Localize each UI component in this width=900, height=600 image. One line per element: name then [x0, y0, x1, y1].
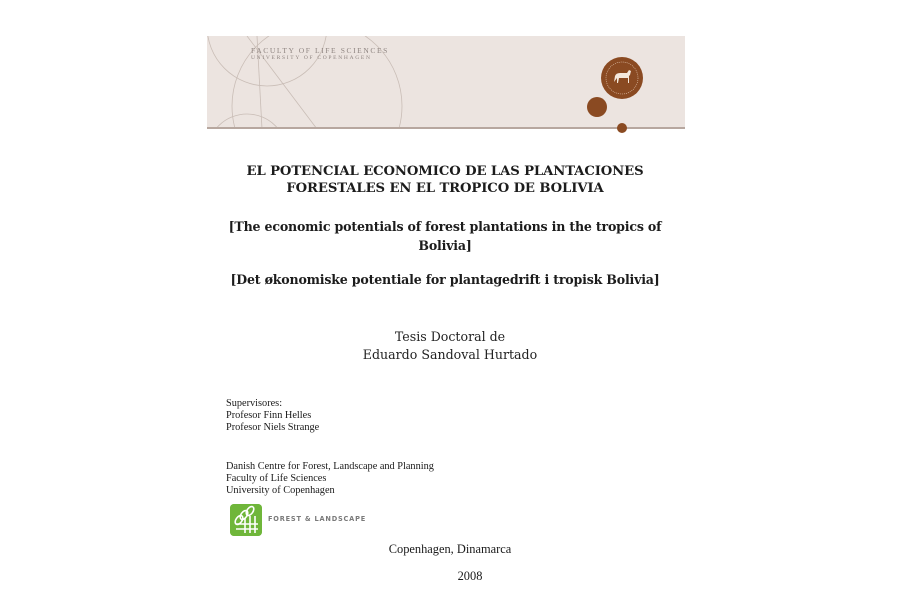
institution-line: University of Copenhagen: [226, 485, 335, 496]
title-line-1: EL POTENCIAL ECONOMICO DE LAS PLANTACIONES: [246, 164, 644, 179]
supervisors-label: Supervisores:: [226, 398, 283, 409]
english-subtitle-line-2: Bolivia]: [418, 238, 472, 253]
institution-line: Danish Centre for Forest, Landscape and Planning: [226, 461, 434, 472]
english-subtitle-line-1: [The economic potentials of forest plantations in the tropics of: [228, 219, 662, 234]
supervisor-name: Profesor Finn Helles: [226, 410, 312, 421]
place: Copenhagen, Dinamarca: [388, 542, 512, 556]
university-seal-horse-icon: [601, 57, 643, 99]
thesis-label: Tesis Doctoral de: [394, 329, 506, 344]
title-line-2: FORESTALES EN EL TROPICO DE BOLIVIA: [286, 181, 604, 196]
year: 2008: [457, 569, 483, 583]
institution-block: [226, 461, 434, 497]
author-name: Eduardo Sandoval Hurtado: [362, 347, 538, 362]
forest-landscape-logo-icon: [230, 504, 262, 536]
supervisor-name: Profesor Niels Strange: [226, 422, 320, 433]
institution-line: Faculty of Life Sciences: [226, 473, 327, 484]
document-title: [200, 163, 690, 197]
danish-subtitle: [Det økonomiske potentiale for plantagedrift i tropisk Bolivia]: [230, 272, 660, 287]
forest-landscape-label: FOREST & LANDSCAPE: [268, 515, 367, 523]
english-subtitle: [200, 217, 690, 255]
decorative-dot-small: [617, 123, 627, 133]
supervisors-block: [226, 398, 319, 434]
decorative-dot-large: [587, 97, 607, 117]
faculty-name: FACULTY OF LIFE SCIENCES: [251, 46, 389, 55]
banner-divider: [207, 127, 685, 129]
university-name: UNIVERSITY OF COPENHAGEN: [251, 55, 372, 61]
thesis-author-block: [240, 328, 660, 364]
